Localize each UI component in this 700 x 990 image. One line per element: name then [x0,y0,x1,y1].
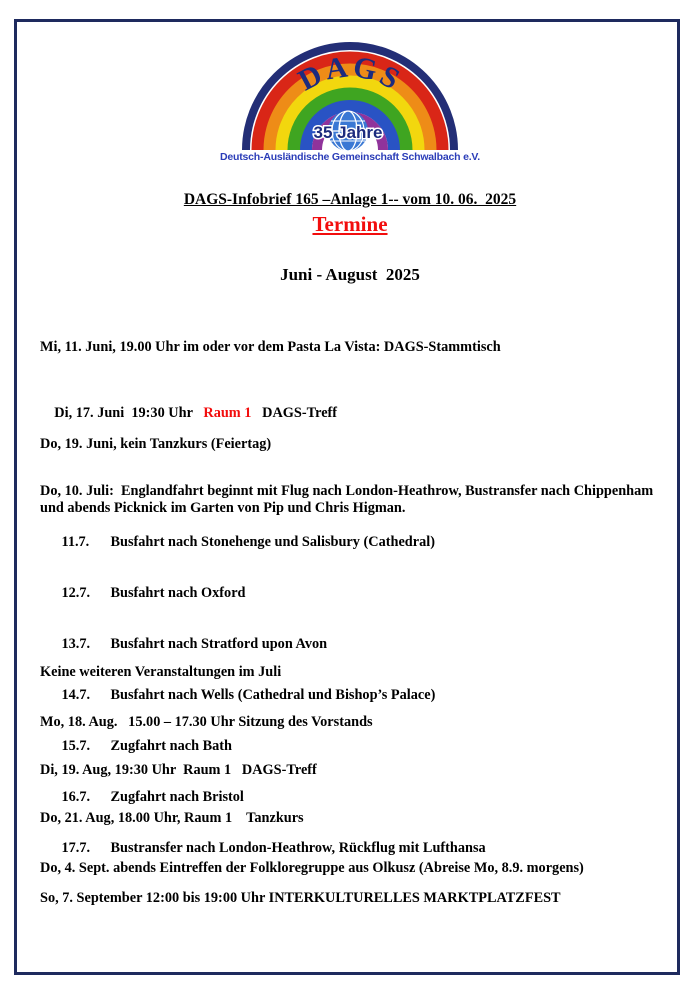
itinerary-row [40,517,665,568]
event-text-pre: Di, 17. Juni 19:30 Uhr [54,405,204,421]
event-line-aug-18: Mo, 18. Aug. 15.00 – 17.30 Uhr Sitzung des Vorstands [40,714,373,730]
itinerary-date: 13.7. [61,636,91,652]
event-line-june-17 [40,388,665,439]
itinerary-row [40,619,665,670]
period-heading: Juni - August 2025 [280,265,420,284]
event-text-post: DAGS-Treff [251,405,338,421]
logo-caption: Deutsch-Ausländische Gemeinschaft Schwalbach e.V. [220,151,480,163]
document-subtitle: Termine [312,212,388,236]
itinerary-text: Zugfahrt nach Bath [110,738,232,754]
itinerary-row [40,568,665,619]
england-trip-intro: Do, 10. Juli: Englandfahrt beginnt mit Flug nach London-Heathrow, Bustransfer nach Chippenham und abends Picknick im Garten von Pip und Chris Higman. [40,483,657,516]
itinerary-date: 15.7. [61,738,91,754]
dags-rainbow-logo [230,40,470,152]
badge-35-jahre: 35 Jahre [313,123,383,142]
itinerary-text: Busfahrt nach Stonehenge und Salisbury (Cathedral) [110,534,435,550]
event-line-aug-19: Di, 19. Aug, 19:30 Uhr Raum 1 DAGS-Treff [40,762,317,778]
event-line-june-11: Mi, 11. Juni, 19.00 Uhr im oder vor dem Pasta La Vista: DAGS-Stammtisch [40,339,501,355]
itinerary-date: 12.7. [61,585,91,601]
itinerary-date: 11.7. [61,534,90,550]
itinerary-date: 16.7. [61,789,91,805]
event-line-june-19: Do, 19. Juni, kein Tanzkurs (Feiertag) [40,436,272,452]
itinerary-text: Busfahrt nach Oxford [110,585,246,601]
document-title: DAGS-Infobrief 165 –Anlage 1-- vom 10. 06. 2025 [183,191,517,208]
event-line-sept-7: So, 7. September 12:00 bis 19:00 Uhr INTERKULTURELLES MARKTPLATZFEST [40,890,561,906]
itinerary-text: Zugfahrt nach Bristol [110,789,244,805]
july-note: Keine weiteren Veranstaltungen im Juli [40,664,282,680]
itinerary-date: 14.7. [61,687,91,703]
room-highlight: Raum 1 [203,405,252,421]
itinerary-text: Bustransfer nach London-Heathrow, Rückflug mit Lufthansa [110,840,486,856]
itinerary-date: 17.7. [61,840,91,856]
brand-arched-text: DAGS [292,50,408,98]
event-line-sept-4: Do, 4. Sept. abends Eintreffen der Folkloregruppe aus Olkusz (Abreise Mo, 8.9. morgens) [40,860,584,876]
itinerary-text: Busfahrt nach Wells (Cathedral und Bishop’s Palace) [110,687,436,703]
itinerary-text: Busfahrt nach Stratford upon Avon [110,636,328,652]
event-line-aug-21: Do, 21. Aug, 18.00 Uhr, Raum 1 Tanzkurs [40,810,304,826]
